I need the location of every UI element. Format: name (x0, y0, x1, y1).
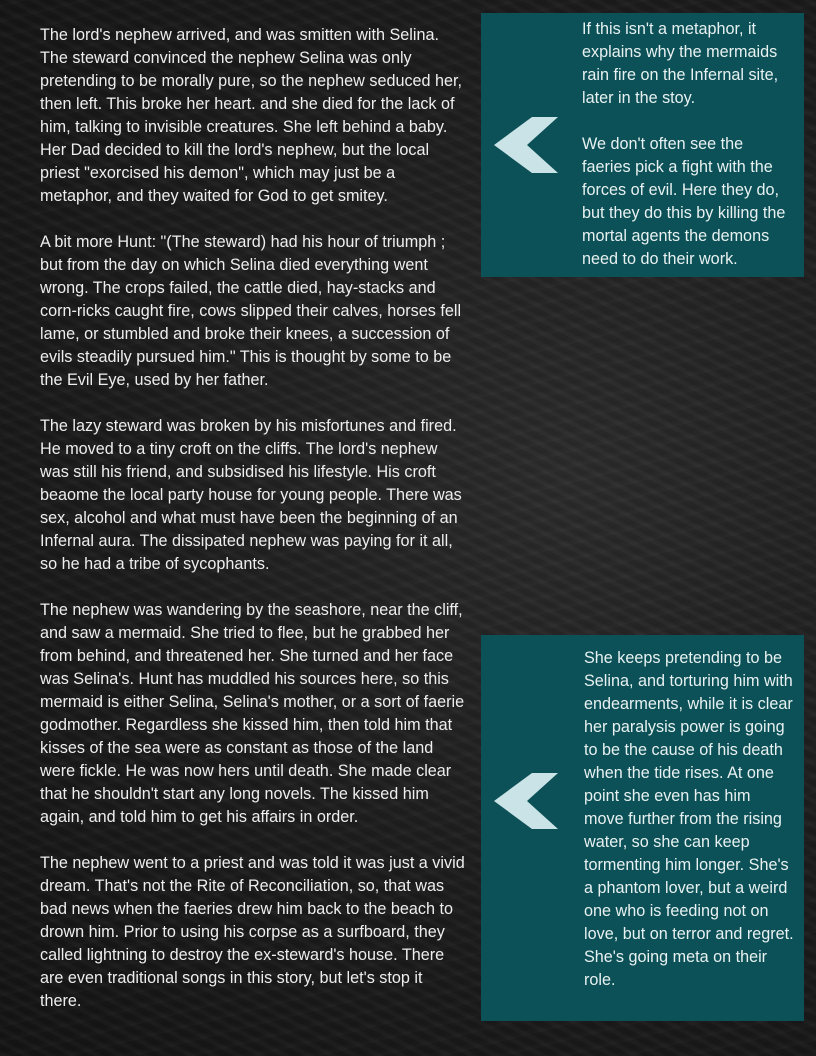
callout-1-paragraph-1: If this isn't a metaphor, it explains why the mermaids rain fire on the Infernal site, later in the stoy. (582, 20, 779, 107)
callout-1-paragraph-2: We don't often see the faeries pick a fight with the forces of evil. Here they do, but they do this by killing the mortal agents the demons need to do their work. (582, 135, 786, 268)
main-paragraph-2: A bit more Hunt: "(The steward) had his hour of triumph ; but from the day on which Selina died everything went wrong. The crops failed, the cattle died, hay-stacks and corn-ricks caught fire, cows slipped their calves, horses fell lame, or stumbled and broke their knees, a succession of evils steadily pursued him." This is thought by some to be the Evil Eye, used by her father. (40, 233, 462, 389)
chevron-left-icon (494, 117, 560, 173)
main-paragraph-4: The nephew was wandering by the seashore, near the cliff, and saw a mermaid. She tried to flee, but he grabbed her from behind, and threatened her. She turned and her face was Selina's. Hunt has muddled his sources here, so this mermaid is either Selina, Selina's mother, or a sort of faerie godmother. Regardless she kissed him, then told him that kisses of the sea were as constant as those of the land were fickle. He was now hers until death. She made clear that he shouldn't start any long novels. The kissed him again, and told him to get his affairs in order. (40, 601, 465, 826)
main-paragraph-3: The lazy steward was broken by his misfortunes and fired. He moved to a tiny croft on the cliffs. The lord's nephew was still his friend, and subsidised his lifestyle. His croft beaome the local party house for young people. There was sex, alcohol and what must have been the beginning of an Infernal aura. The dissipated nephew was paying for it all, so he had a tribe of sycophants. (40, 417, 462, 573)
main-text-column (40, 24, 465, 1013)
callout-2-paragraph-1: She keeps pretending to be Selina, and torturing him with endearments, while it is clear her paralysis power is going to be the cause of his death when the tide rises. At one point she even has him move further from the rising water, so she can keep tormenting him longer. She's a phantom lover, but a weird one who is feeding not on love, but on terror and regret. She's going meta on their role. (584, 649, 794, 989)
main-paragraph-1: The lord's nephew arrived, and was smitten with Selina. The steward convinced the nephew Selina was only pretending to be morally pure, so the nephew seduced her, then left. This broke her heart. and she died for the lack of him, talking to invisible creatures. She left behind a baby. Her Dad decided to kill the lord's nephew, but the local priest "exorcised his demon", which may just be a metaphor, and they waited for God to get smitey. (40, 26, 463, 205)
chevron-left-icon (494, 773, 560, 829)
main-paragraph-5: The nephew went to a priest and was told it was just a vivid dream. That's not the Rite of Reconciliation, so, that was bad news when the faeries drew him back to the beach to drown him. Prior to using his corpse as a surfboard, they called lightning to destroy the ex-steward's house. There are even traditional songs in this story, but let's stop it there. (40, 854, 465, 1010)
